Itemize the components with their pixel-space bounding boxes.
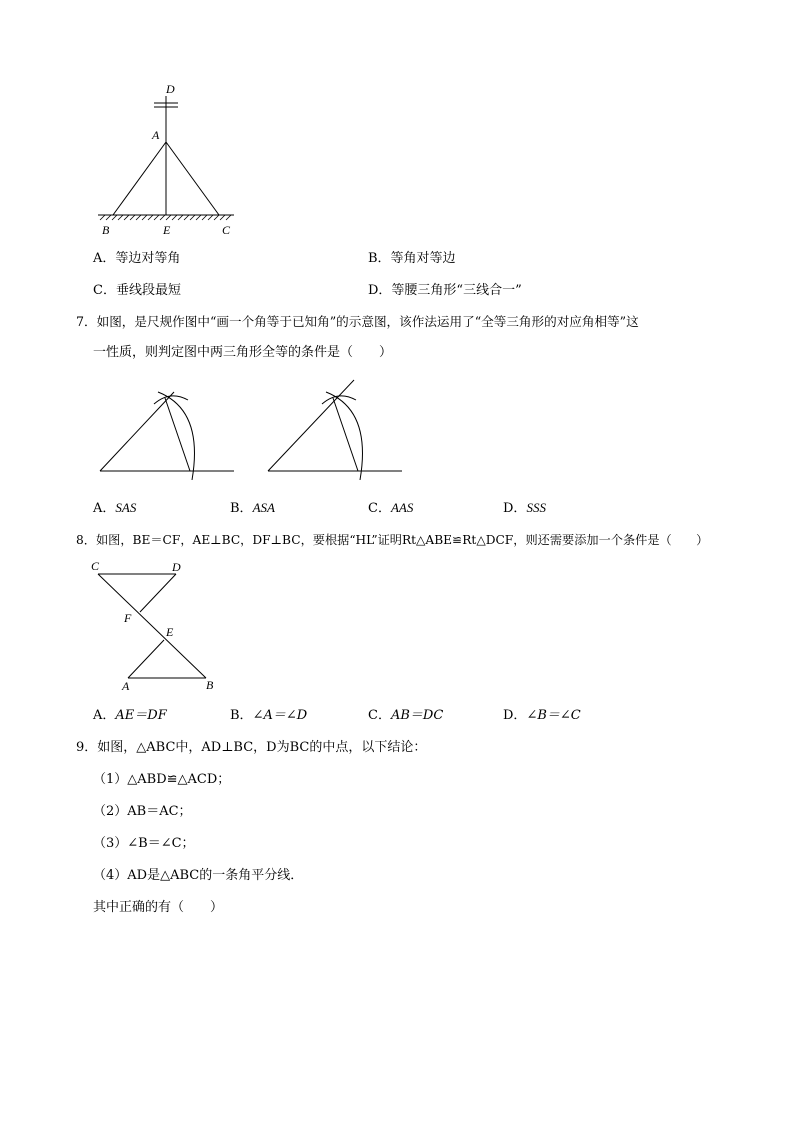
label-a: A: [152, 128, 160, 142]
figure-isosceles-pole: [92, 78, 252, 238]
q8-option-c[interactable]: [368, 707, 443, 725]
q6-option-b[interactable]: B．等角对等边: [368, 251, 456, 266]
left-ray: [100, 392, 174, 471]
label-d: D: [166, 82, 175, 96]
label-d: D: [172, 560, 181, 574]
label-f: F: [124, 611, 132, 625]
q8-option-b-value: ∠A＝∠D: [252, 708, 308, 723]
q8-option-b-letter: B．: [230, 708, 253, 723]
q9-item-4: （4）AD是△ABC的一条角平分线．: [93, 868, 304, 883]
q7-question-line1: 7．如图，是尺规作图中“画一个角等于已知角”的示意图，该作法运用了“全等三角形的对应角相等”这: [76, 314, 639, 329]
q7-option-a-value: SAS: [115, 500, 137, 515]
ground-hatch: [100, 215, 231, 220]
q7-option-b[interactable]: [230, 499, 275, 518]
right-ray: [268, 380, 354, 471]
label-a: A: [122, 679, 130, 693]
q7-option-a-letter: A．: [93, 501, 116, 516]
q6-option-d[interactable]: D．等腰三角形“三线合一”: [368, 283, 522, 298]
q7-question-line2: 一性质，则判定图中两三角形全等的条件是（ ）: [93, 345, 393, 360]
q8-option-b[interactable]: [230, 707, 307, 725]
left-arc-small: [154, 396, 188, 404]
q8-option-d[interactable]: [503, 707, 581, 725]
side-ab: [113, 142, 166, 215]
label-b: B: [102, 223, 110, 237]
right-chord: [333, 398, 358, 471]
q7-option-d[interactable]: [503, 499, 546, 518]
q7-option-d-value: SSS: [526, 500, 546, 515]
q7-option-d-letter: D．: [503, 501, 527, 516]
q9-footer: 其中正确的有（ ）: [93, 900, 224, 915]
q8-option-a[interactable]: [93, 707, 167, 725]
label-b: B: [206, 678, 214, 692]
label-c: C: [222, 223, 231, 237]
q7-option-b-value: ASA: [252, 500, 275, 515]
segment-ae: [128, 640, 164, 678]
q9-item-1: （1）△ABD≌△ACD；: [93, 772, 231, 787]
segment-fd: [140, 574, 176, 612]
segment-cb: [98, 574, 206, 678]
label-c: C: [91, 559, 100, 573]
q8-option-d-letter: D．: [503, 708, 527, 723]
q8-option-a-value: AE＝DF: [115, 708, 167, 723]
left-chord: [165, 398, 190, 471]
q7-option-c-value: AAS: [390, 500, 414, 515]
q9-item-2: （2）AB＝AC；: [93, 804, 192, 819]
figure-bowtie-triangles: [88, 557, 228, 697]
q9-question-line1: 9．如图，△ABC中，AD⊥BC，D为BC的中点，以下结论：: [76, 740, 427, 755]
q8-option-c-value: AB＝DC: [390, 708, 444, 723]
q8-option-a-letter: A．: [93, 708, 116, 723]
q7-option-b-letter: B．: [230, 501, 253, 516]
q7-option-c[interactable]: [368, 499, 413, 518]
figure-angle-constructions: [92, 370, 412, 480]
q6-option-c[interactable]: C．垂线段最短: [93, 283, 181, 298]
label-e: E: [166, 625, 174, 639]
right-arc-small: [322, 396, 356, 404]
q7-option-a[interactable]: [93, 499, 136, 518]
q8-question-line1: 8．如图，BE＝CF，AE⊥BC，DF⊥BC，要根据“HL”证明Rt△ABE≌Rt△DCF，则还需要添加一个条件是（ ）: [76, 533, 709, 547]
q8-option-d-value: ∠B＝∠C: [526, 708, 581, 723]
q8-option-c-letter: C．: [368, 708, 391, 723]
side-ac: [166, 142, 219, 215]
q7-option-c-letter: C．: [368, 501, 391, 516]
q9-item-3: （3）∠B＝∠C；: [93, 836, 195, 851]
label-e: E: [163, 223, 171, 237]
q6-option-a[interactable]: A．等边对等角: [93, 251, 181, 266]
